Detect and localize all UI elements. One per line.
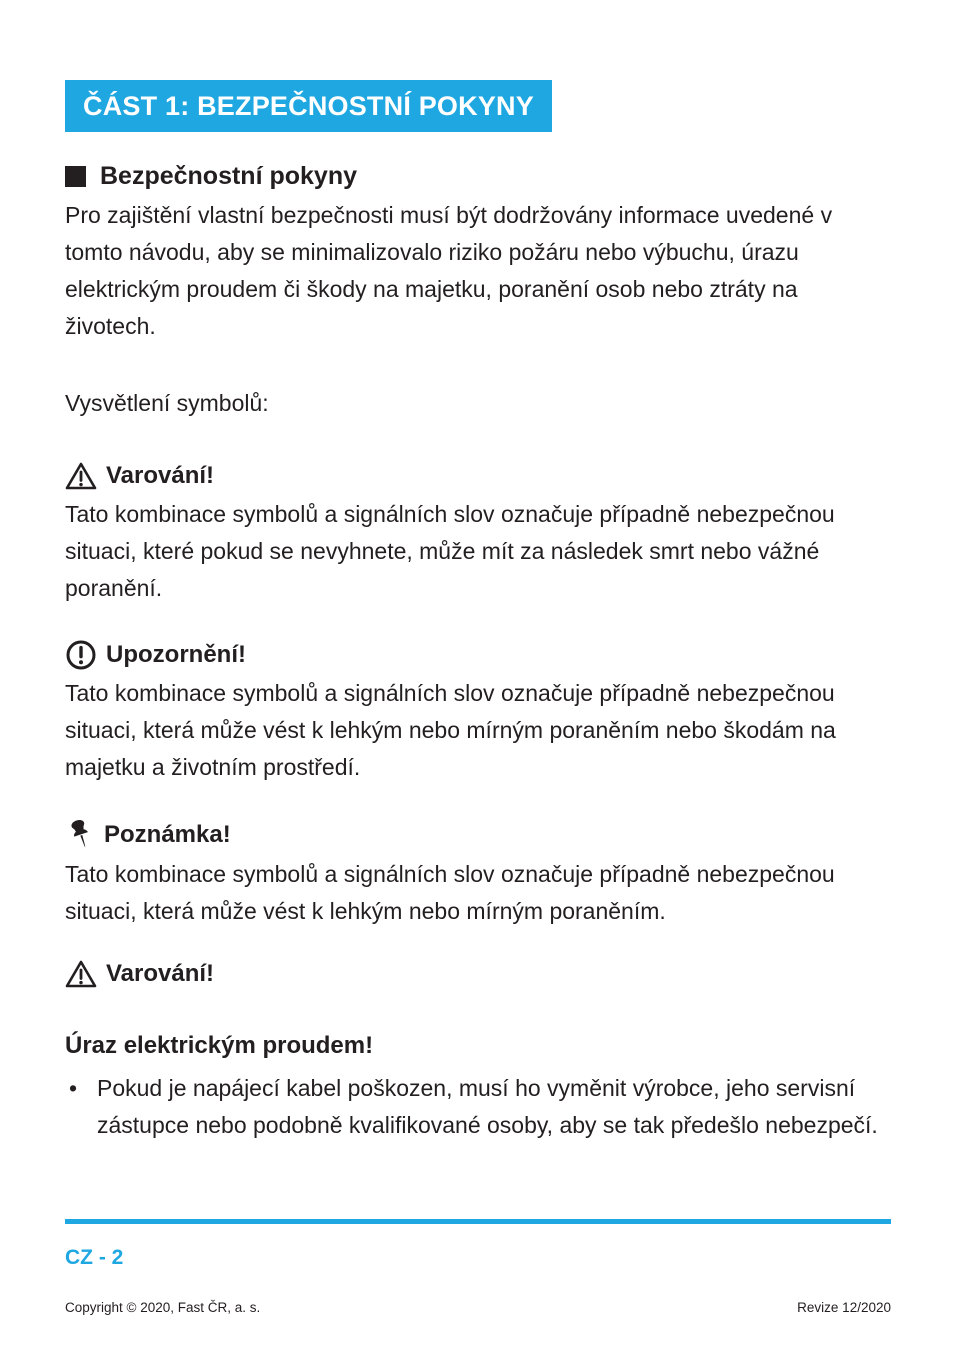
section-banner-title: ČÁST 1: BEZPEČNOSTNÍ POKYNY [83, 91, 534, 121]
safety-instructions-heading-label: Bezpečnostní pokyny [100, 162, 357, 190]
page-number-label: CZ - 2 [65, 1246, 124, 1269]
caution-notice-heading [65, 639, 890, 671]
warning-triangle-icon [65, 959, 97, 989]
pushpin-icon [65, 818, 95, 852]
warning-notice-1 [65, 460, 890, 607]
list-item [65, 1070, 890, 1144]
warning-notice-2 [65, 958, 890, 990]
electric-shock-heading: Úraz elektrickým proudem! [65, 1032, 374, 1059]
section-banner [65, 80, 552, 132]
note-notice [65, 818, 890, 930]
caution-notice-title: Upozornění! [106, 641, 246, 668]
warning-notice-2-title: Varování! [106, 960, 215, 987]
warning-notice-1-body: Tato kombinace symbolů a signálních slov označuje případně nebezpečnou situaci, které pokud se nevyhnete, může mít za následek smrt nebo vážné poranění. [65, 501, 835, 601]
list-item-text: Pokud je napájecí kabel poškozen, musí ho vyměnit výrobce, jeho servisní zástupce nebo podobně kvalifikované osoby, aby se tak předešlo nebezpečí. [97, 1075, 878, 1138]
revision-text: Revize 12/2020 [797, 1300, 891, 1315]
black-square-icon [65, 166, 86, 187]
warning-notice-2-heading [65, 958, 890, 990]
symbols-intro-line: Vysvětlení symbolů: [65, 390, 269, 416]
warning-notice-1-title: Varování! [106, 462, 215, 489]
warning-triangle-icon [65, 461, 97, 491]
note-notice-body: Tato kombinace symbolů a signálních slov označuje případně nebezpečnou situaci, která může vést k lehkým nebo mírným poraněním. [65, 861, 835, 924]
footer [65, 1300, 891, 1315]
caution-notice-body: Tato kombinace symbolů a signálních slov označuje případně nebezpečnou situaci, která může vést k lehkým nebo mírným poraněním nebo škodám na majetku a životním prostředí. [65, 680, 836, 780]
intro-paragraph: Pro zajištění vlastní bezpečnosti musí být dodržovány informace uvedené v tomto návodu, aby se minimalizovalo riziko požáru nebo výbuchu, úrazu elektrickým proudem či škody na majetku, poranění osob nebo ztráty na životech. [65, 202, 833, 339]
copyright-text: Copyright © 2020, Fast ČR, a. s. [65, 1300, 261, 1315]
warning-notice-1-heading [65, 460, 890, 492]
bullet-marker: • [69, 1075, 78, 1101]
footer-divider [65, 1219, 891, 1224]
caution-notice [65, 639, 890, 786]
note-notice-title: Poznámka! [104, 821, 231, 848]
safety-instructions-heading [65, 162, 890, 191]
electric-shock-bullet-list [65, 1070, 890, 1144]
alert-circle-icon [65, 639, 97, 671]
note-notice-heading [65, 818, 890, 852]
